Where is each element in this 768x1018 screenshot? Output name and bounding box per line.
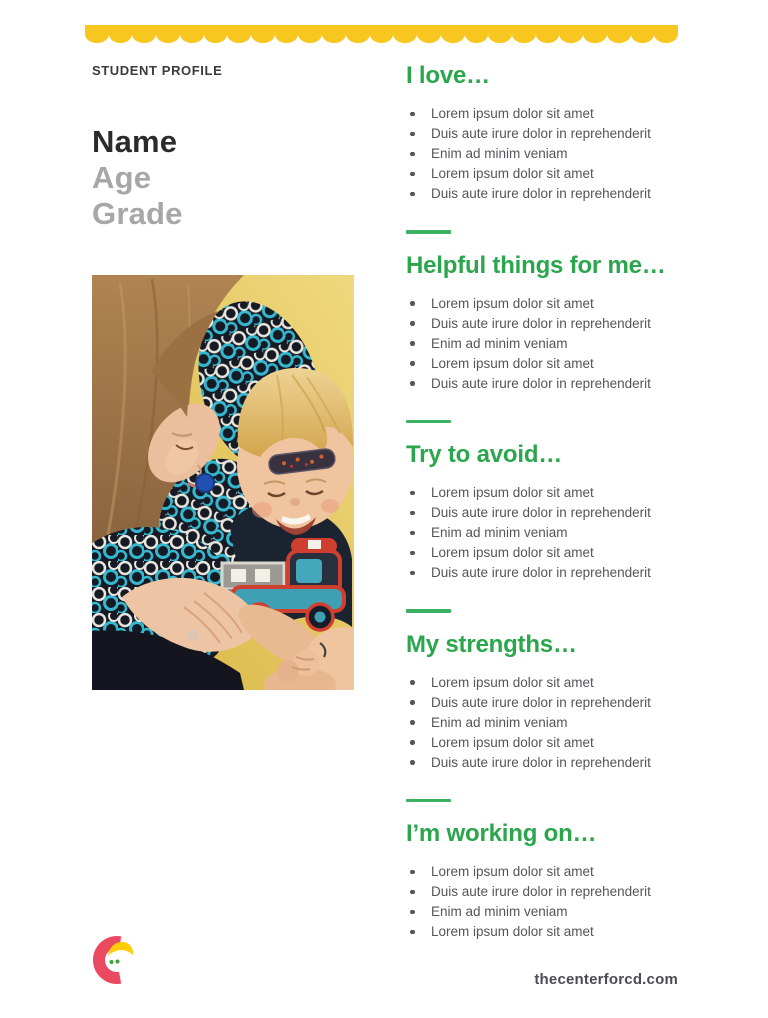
photo-illustration [92,275,354,690]
bullet-list [406,104,678,204]
bullet-item: Enim ad minim veniam [406,144,678,164]
section-divider [406,230,451,234]
section-divider [406,420,451,424]
bullet-item: Lorem ipsum dolor sit amet [406,354,678,374]
section-try-to-avoid [406,420,678,584]
bullet-item: Lorem ipsum dolor sit amet [406,483,678,503]
section-divider [406,799,451,803]
bullet-item: Duis aute irure dolor in reprehenderit [406,124,678,144]
bullet-item: Enim ad minim veniam [406,523,678,543]
bullet-item: Duis aute irure dolor in reprehenderit [406,753,678,773]
face-c-logo-icon [88,931,136,989]
bullet-item: Lorem ipsum dolor sit amet [406,543,678,563]
age-label: Age [92,160,152,195]
bullet-item: Lorem ipsum dolor sit amet [406,862,678,882]
bullet-item: Duis aute irure dolor in reprehenderit [406,374,678,394]
logo [88,931,136,989]
bullet-item: Duis aute irure dolor in reprehenderit [406,563,678,583]
bullet-item: Duis aute irure dolor in reprehenderit [406,693,678,713]
section-working-on [406,799,678,943]
section-title: My strengths… [406,630,577,658]
website-url: thecenterforcd.com [534,971,678,988]
bullet-item: Duis aute irure dolor in reprehenderit [406,503,678,523]
bullet-item: Duis aute irure dolor in reprehenderit [406,184,678,204]
bullet-list [406,673,678,773]
section-title: Try to avoid… [406,441,563,468]
grade-label: Grade [92,196,183,231]
bullet-list [406,862,678,942]
section-divider [406,609,451,613]
bullet-item: Duis aute irure dolor in reprehenderit [406,882,678,902]
section-title: I love… [406,62,490,89]
section-i-love [406,62,678,204]
sections-column [406,62,678,942]
student-photo [92,275,354,690]
section-title: I’m working on… [406,820,597,847]
bullet-item: Lorem ipsum dolor sit amet [406,733,678,753]
bullet-list [406,294,678,394]
section-title: Helpful things for me… [406,251,666,279]
bullet-item: Lorem ipsum dolor sit amet [406,922,678,942]
scalloped-border [85,25,678,43]
bullet-item: Lorem ipsum dolor sit amet [406,104,678,124]
bullet-item: Duis aute irure dolor in reprehenderit [406,314,678,334]
bullet-item: Enim ad minim veniam [406,334,678,354]
bullet-item: Lorem ipsum dolor sit amet [406,164,678,184]
student-id-block [92,124,183,232]
section-my-strengths [406,609,678,773]
bullet-item: Enim ad minim veniam [406,902,678,922]
section-helpful-things [406,230,678,394]
bullet-item: Enim ad minim veniam [406,713,678,733]
bullet-item: Lorem ipsum dolor sit amet [406,294,678,314]
bullet-list [406,483,678,583]
bullet-item: Lorem ipsum dolor sit amet [406,673,678,693]
kicker-title: STUDENT PROFILE [92,63,223,78]
name-label: Name [92,124,178,159]
